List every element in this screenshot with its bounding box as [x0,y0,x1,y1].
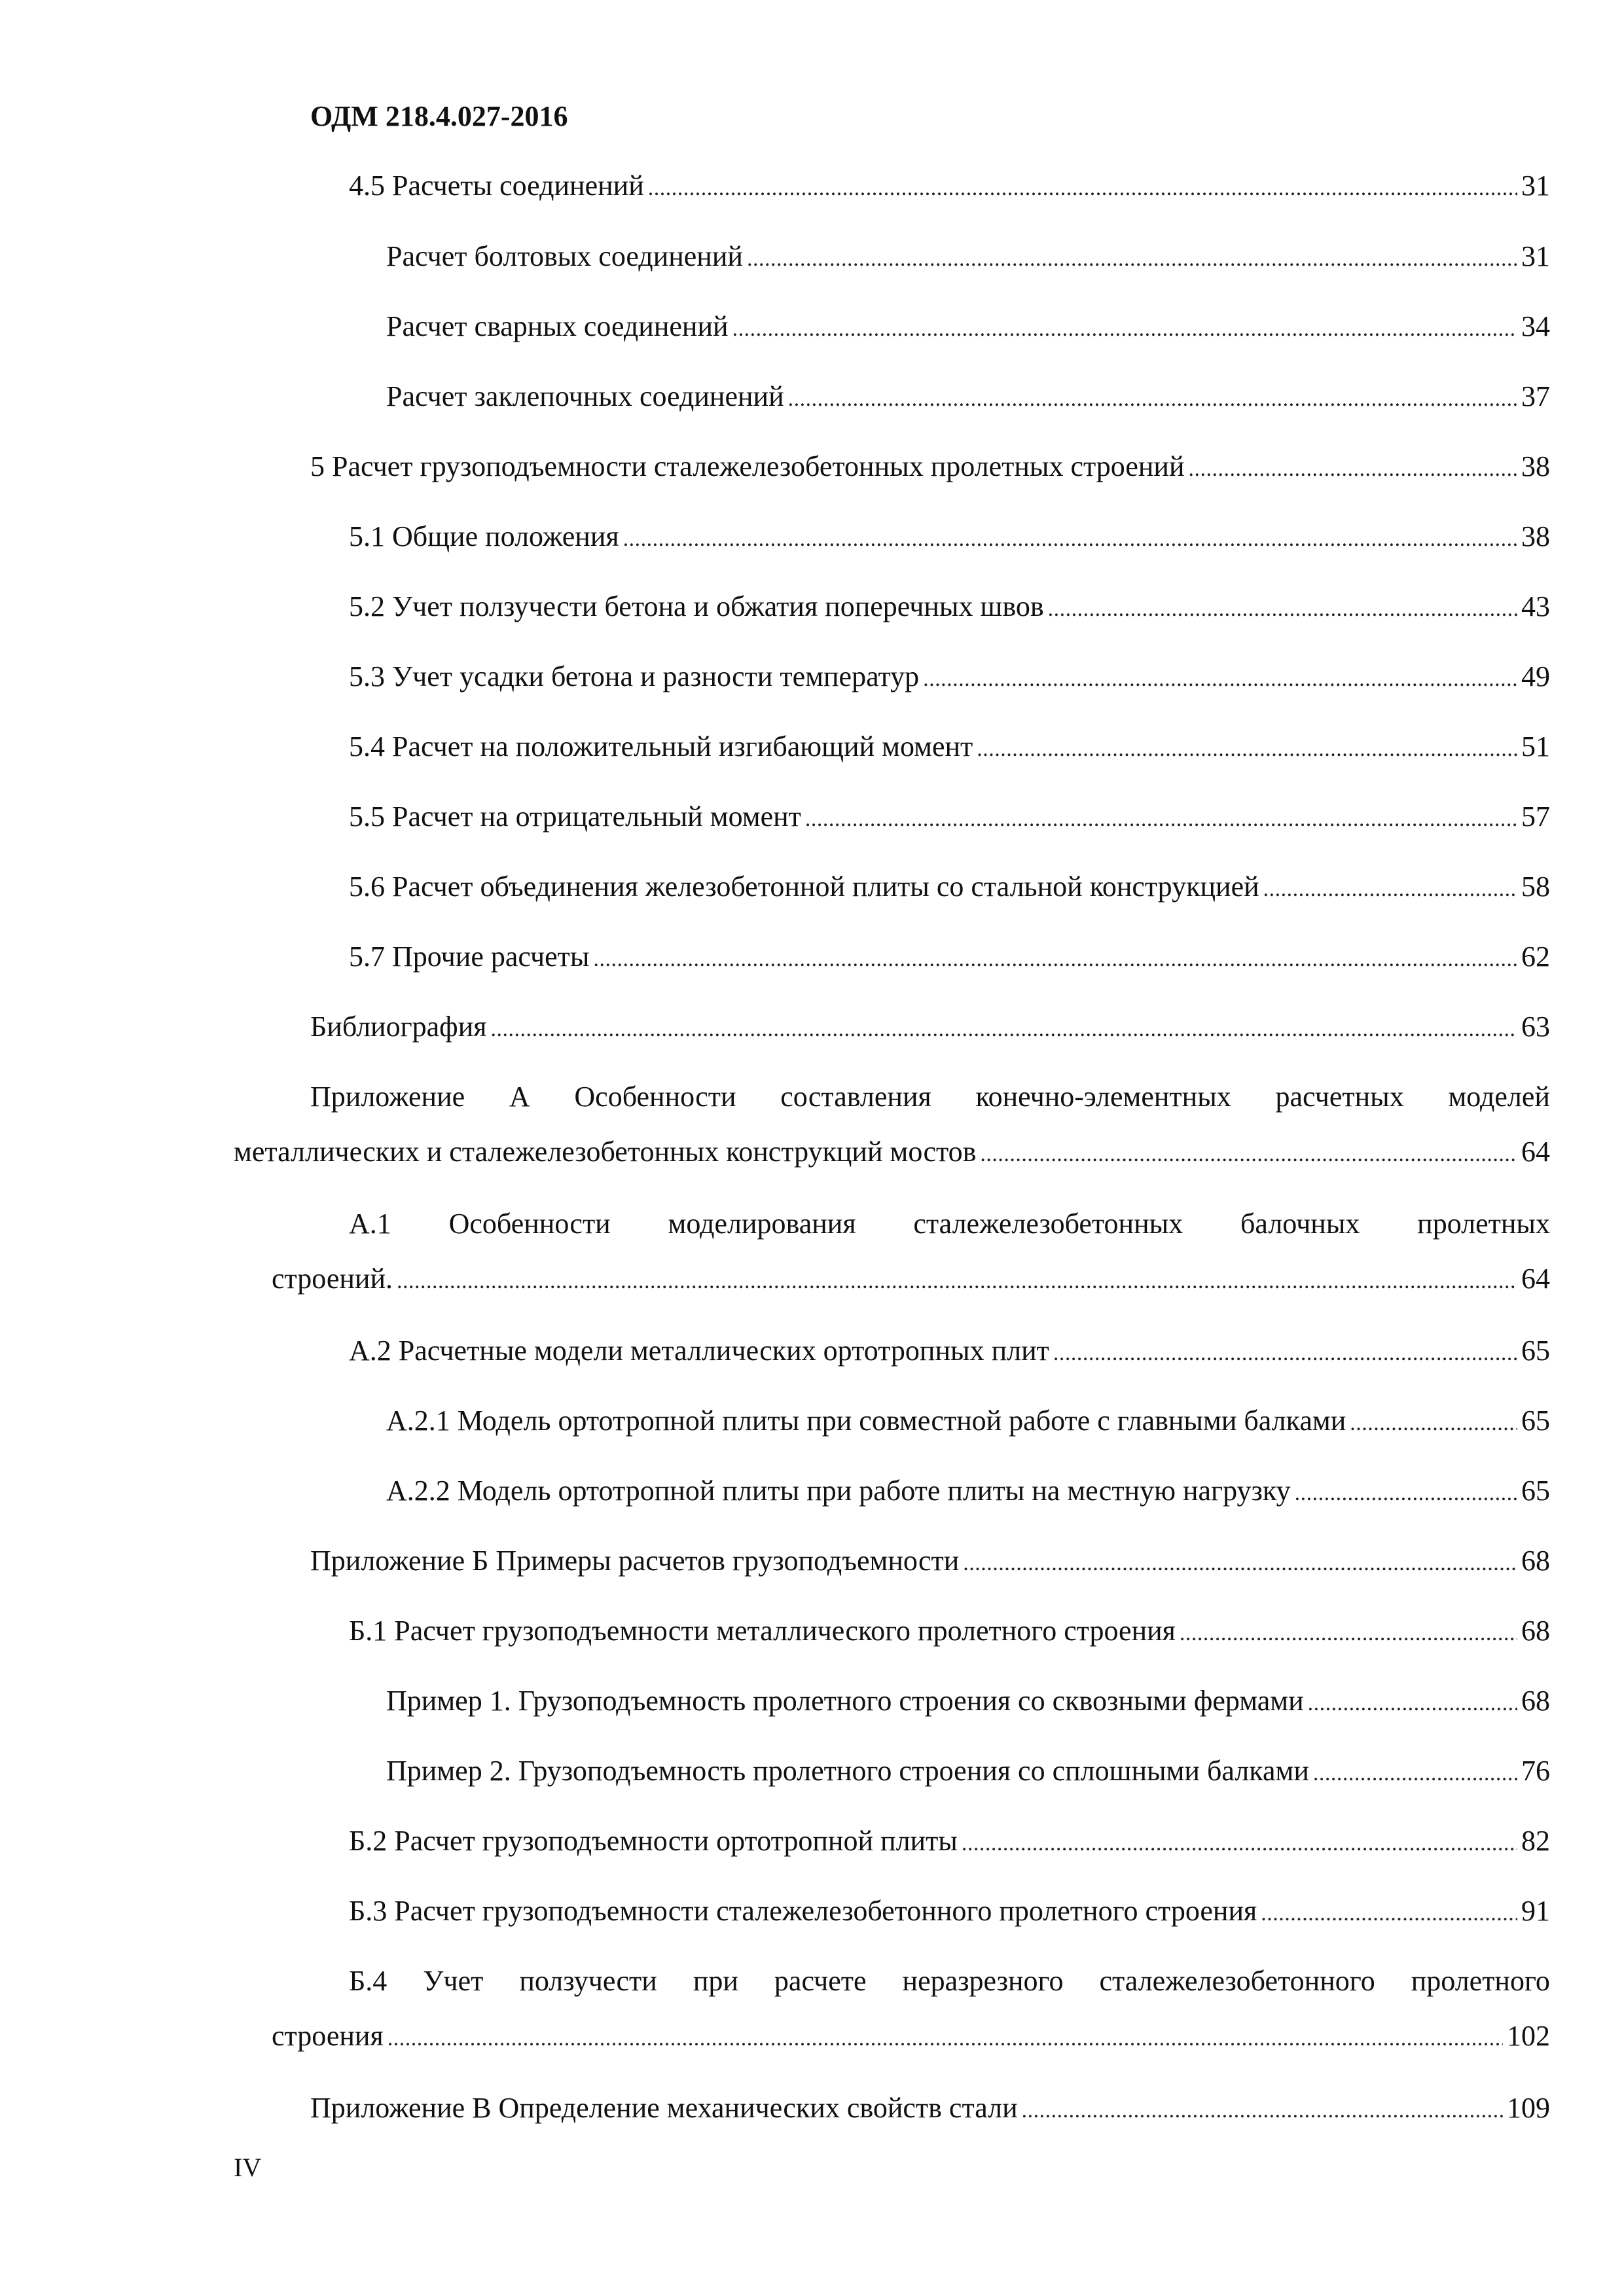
toc-entry-title: Библиография [310,1011,487,1043]
dot-leader [1350,1401,1517,1443]
toc-entry-page: 65 [1521,1405,1550,1437]
toc-entry-title: Пример 2. Грузоподъемность пролетного строения со сплошными балками [386,1755,1309,1787]
toc-entry-line1 [349,1204,1550,1244]
toc-word: пролетного [1411,1965,1550,1997]
toc-entry-title: Расчет сварных соединений [386,310,729,342]
toc-entry [310,447,1550,486]
toc-entry [386,307,1550,346]
dot-leader [1180,1611,1517,1653]
toc-entry [349,166,1550,206]
toc-entry-page: 65 [1521,1475,1550,1507]
toc-entry-page: 49 [1521,660,1550,692]
toc-entry-page: 34 [1521,310,1550,342]
dot-leader [1263,867,1517,909]
toc-entry-line1 [349,1962,1550,2001]
dot-leader [1261,1892,1517,1933]
toc-word: моделирования [668,1208,856,1240]
toc-word: составления [780,1081,931,1113]
toc-entry [349,1331,1550,1371]
toc-word: ползучести [519,1965,657,1997]
toc-entry [349,867,1550,906]
toc-entry-page: 31 [1521,170,1550,202]
toc-entry-page: 102 [1507,2020,1550,2052]
toc-entry-title: 5.3 Учет усадки бетона и разности температур [349,660,920,692]
toc-word: пролетных [1417,1208,1550,1240]
toc-entry-page: 64 [1521,1136,1550,1168]
toc-entry [349,1821,1550,1861]
page-number: IV [234,2153,262,2182]
dot-leader [962,1821,1517,1863]
toc-entry-title: 5.4 Расчет на положительный изгибающий момент [349,730,973,762]
toc-entry-page: 37 [1521,380,1550,412]
toc-entry [386,237,1550,276]
dot-leader [1295,1471,1517,1513]
toc-entry-line1 [310,1077,1550,1117]
toc-entry-title: Пример 1. Грузоподъемность пролетного строения со сквозными фермами [386,1685,1304,1717]
toc-entry-title: Расчет заклепочных соединений [386,380,784,412]
dot-leader [1022,2089,1503,2130]
toc-entry-page: 109 [1507,2092,1550,2124]
toc-entry-page: 68 [1521,1685,1550,1717]
toc-entry [386,1401,1550,1441]
toc-entry [310,1541,1550,1581]
toc-word: моделей [1448,1081,1550,1113]
dot-leader [1308,1681,1517,1723]
toc-entry-title: строений. [272,1263,393,1295]
toc-entry-title: Б.2 Расчет грузоподъемности ортотропной плиты [349,1825,958,1857]
toc-entry-title: А.2 Расчетные модели металлических ортотропных плит [349,1335,1049,1367]
toc-entry-title: А.2.2 Модель ортотропной плиты при работе плиты на местную нагрузку [386,1475,1291,1507]
toc-word: сталежелезобетонного [1099,1965,1375,1997]
dot-leader [648,166,1517,208]
toc-entry-page: 43 [1521,590,1550,622]
dot-leader [980,1132,1517,1174]
toc-entry-title: Б.3 Расчет грузоподъемности сталежелезобетонного пролетного строения [349,1895,1257,1927]
toc-word: при [693,1965,738,1997]
toc-entry [386,1471,1550,1511]
toc-entry-page: 68 [1521,1615,1550,1647]
dot-leader [747,237,1517,279]
dot-leader [805,797,1517,839]
dot-leader [593,937,1517,979]
toc-entry-page: 64 [1521,1263,1550,1295]
toc-word: Особенности [574,1081,736,1113]
toc-entry [386,377,1550,416]
toc-word: расчете [774,1965,867,1997]
toc-entry-line2 [272,1259,1550,1299]
toc-word: расчетных [1275,1081,1404,1113]
toc-entry-page: 68 [1521,1545,1550,1577]
toc-entry [349,727,1550,766]
toc-entry [349,1892,1550,1931]
toc-word: Б.4 [349,1965,388,1997]
toc-entry [310,1007,1550,1047]
dot-leader [977,727,1517,769]
document-code: ОДМ 218.4.027-2016 [310,100,568,132]
toc-entry-title: 5.7 Прочие расчеты [349,941,590,973]
toc-word: неразрезного [902,1965,1064,1997]
toc-word: балочных [1240,1208,1360,1240]
dot-leader [388,2017,1503,2058]
toc-entry-page: 82 [1521,1825,1550,1857]
toc-entry-page: 76 [1521,1755,1550,1787]
toc-entry [349,517,1550,556]
dot-leader [1189,447,1518,489]
toc-word: сталежелезобетонных [913,1208,1183,1240]
dot-leader [397,1259,1517,1301]
dot-leader [623,517,1517,559]
toc-entry [386,1681,1550,1721]
toc-entry-title: А.2.1 Модель ортотропной плиты при совместной работе с главными балками [386,1405,1346,1437]
toc-entry-page: 58 [1521,870,1550,903]
toc-entry-page: 57 [1521,800,1550,833]
dot-leader [923,657,1517,699]
toc-entry-title: 5.1 Общие положения [349,520,619,552]
toc-entry-title: 5.2 Учет ползучести бетона и обжатия поперечных швов [349,590,1044,622]
dot-leader [963,1541,1517,1583]
toc-entry-title: 5 Расчет грузоподъемности сталежелезобетонных пролетных строений [310,450,1185,482]
toc-entry-title: Расчет болтовых соединений [386,240,743,272]
toc-entry-page: 38 [1521,520,1550,552]
toc-entry-title: Б.1 Расчет грузоподъемности металлического пролетного строения [349,1615,1176,1647]
toc-entry-title: металлических и сталежелезобетонных конструкций мостов [234,1136,977,1168]
toc-entry-title: строения [272,2020,384,2052]
toc-word: Особенности [448,1208,611,1240]
toc-word: Учет [423,1965,484,1997]
toc-entry-page: 31 [1521,240,1550,272]
toc-entry-page: 62 [1521,941,1550,973]
toc-entry-page: 91 [1521,1895,1550,1927]
toc-entry-page: 65 [1521,1335,1550,1367]
toc-entry-title: 4.5 Расчеты соединений [349,170,644,202]
toc-entry-title: 5.6 Расчет объединения железобетонной плиты со стальной конструкцией [349,870,1259,903]
toc-word: А [509,1081,530,1113]
toc-entry [386,1751,1550,1791]
toc-entry-line2 [272,2017,1550,2056]
dot-leader [1053,1331,1517,1373]
toc-entry [349,657,1550,696]
toc-entry-page: 51 [1521,730,1550,762]
toc-entry-page: 38 [1521,450,1550,482]
toc-entry [349,797,1550,836]
dot-leader [1048,587,1517,629]
toc-entry [310,2089,1550,2128]
toc-entry [349,1611,1550,1651]
toc-word: конечно-элементных [975,1081,1231,1113]
dot-leader [788,377,1517,419]
toc-entry-line2 [234,1132,1550,1172]
toc-entry-title: Приложение Б Примеры расчетов грузоподъемности [310,1545,960,1577]
toc-word: Приложение [310,1081,465,1113]
dot-leader [490,1007,1517,1049]
toc-entry [349,937,1550,977]
toc-entry-page: 63 [1521,1011,1550,1043]
dot-leader [1313,1751,1517,1793]
toc-word: А.1 [349,1208,391,1240]
toc-entry [349,587,1550,626]
toc-entry-title: 5.5 Расчет на отрицательный момент [349,800,801,833]
dot-leader [732,307,1517,349]
toc-entry-title: Приложение В Определение механических свойств стали [310,2092,1018,2124]
